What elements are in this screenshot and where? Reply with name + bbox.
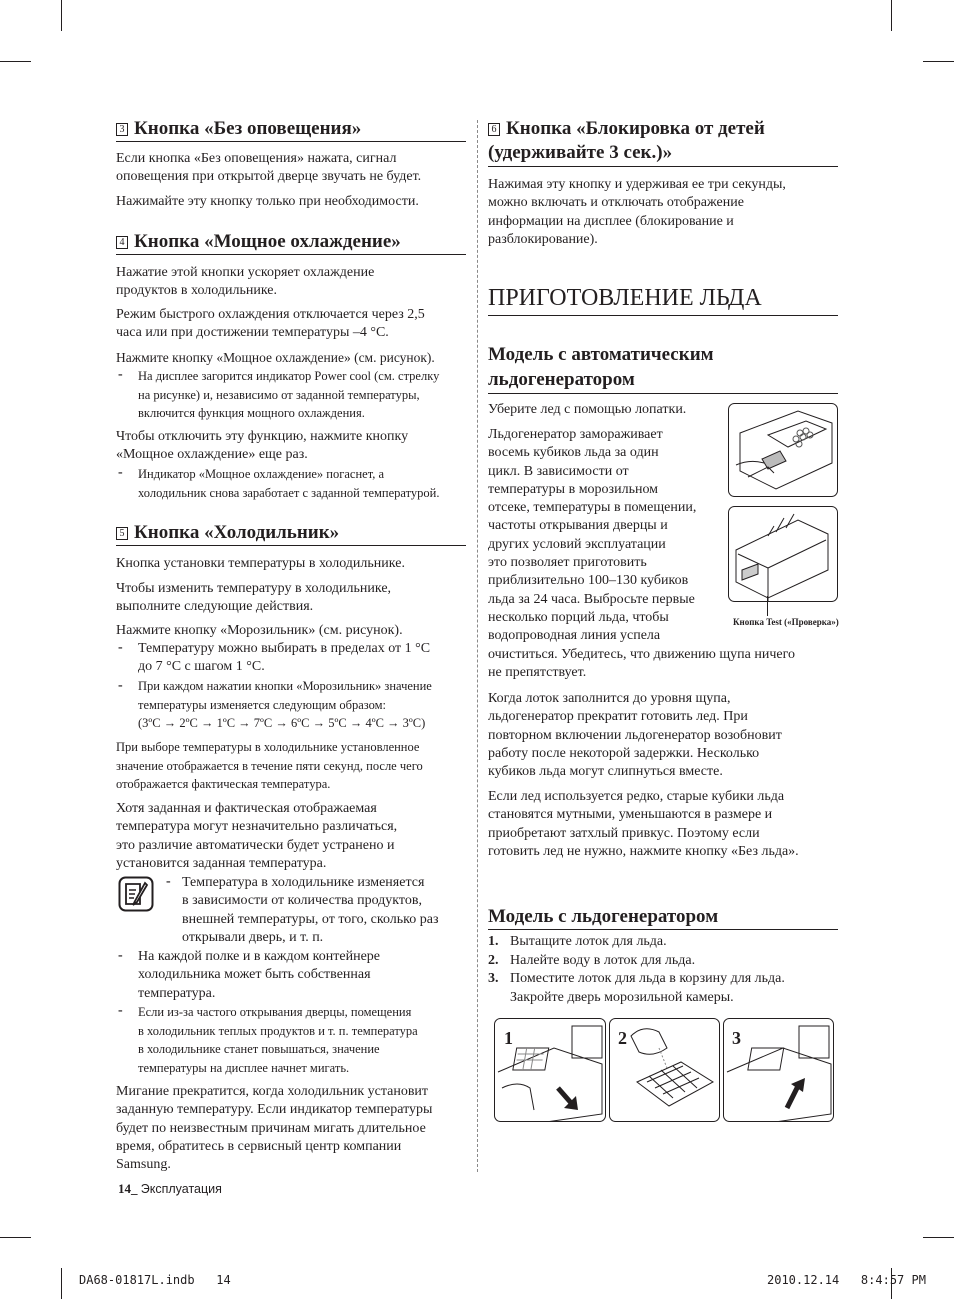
- auto-model-title: Модель с автоматическим льдогенератором: [488, 344, 714, 390]
- test-button-pointer: [767, 596, 768, 616]
- list-item: 2. Налейте воду в лоток для льда.: [488, 952, 696, 968]
- steps-list: [488, 933, 785, 1007]
- step-3-illustration: [723, 1018, 834, 1122]
- section-6-title: 6 Кнопка «Блокировка от детей (удерживайте 3 сек.)»: [488, 118, 765, 163]
- paragraph: Нажимая эту кнопку и удерживая ее три секунды, можно включать и отключать отображение информации на дисплее (блокирование и разблокирование).: [488, 177, 786, 247]
- crop-mark: [61, 1268, 62, 1299]
- paragraph: Когда лоток заполнится до уровня щупа, льдогенератор прекратит готовить лед. При повторном включении льдогенератор возобновит работу после некоторой задержки. Несколько кубиков льда могут слипнуться вместе.: [488, 691, 782, 780]
- paragraph: Чтобы изменить температуру в холодильнике, выполните следующие действия.: [116, 581, 392, 615]
- bullet-dash: -: [118, 465, 123, 480]
- main-title: ПРИГОТОВЛЕНИЕ ЛЬДА: [488, 285, 762, 311]
- manual-model-title: Модель с льдогенератором: [488, 906, 719, 927]
- section-rule: [116, 254, 466, 255]
- crop-mark: [0, 1237, 31, 1238]
- paragraph: Льдогенератор замораживает восемь кубиков льда за один цикл. В зависимости от температуры в морозильном отсеке, температуры в помещении, частоты открывания дверцы и других условий эксплуатации это позволяет приготовить приблизительно 100–130 кубиков льда за 24 часа. Выбросьте первые несколько порций льда, чтобы водопроводная линия успела очиститься. Убедитесь, что движению щупа ничего не препятствует.: [488, 427, 796, 680]
- section-rule: [116, 141, 466, 142]
- section-4-title: 4 Кнопка «Мощное охлаждение»: [116, 230, 401, 254]
- section-number: 4: [116, 236, 128, 249]
- paragraph: Нажмите кнопку «Морозильник» (см. рисунок).: [116, 623, 403, 638]
- section-number: 6: [488, 123, 500, 136]
- paragraph: Нажимайте эту кнопку только при необходимости.: [116, 194, 419, 209]
- paragraph: Мигание прекратится, когда холодильник установит заданную температуру. Если индикатор температуры будет по неизвестным причинам мигать длительное время, обратитесь в сервисный центр компании Samsung.: [116, 1084, 433, 1173]
- section-5-title: 5 Кнопка «Холодильник»: [116, 521, 339, 545]
- crop-mark: [891, 0, 892, 31]
- paragraph: Режим быстрого охлаждения отключается через 2,5 часа или при достижении температуры –4 °C.: [116, 307, 425, 341]
- list-item: Закройте дверь морозильной камеры.: [510, 989, 734, 1005]
- ice-scoop-illustration: [728, 403, 838, 497]
- step-label: 2: [618, 1028, 627, 1048]
- bullet-dash: -: [118, 367, 123, 382]
- section-rule: [488, 929, 838, 930]
- footer-date: 2010.12.14 8:4:57 PM: [767, 1273, 926, 1287]
- column-divider: [477, 120, 478, 1172]
- list-item: 1. Вытащите лоток для льда.: [488, 934, 667, 949]
- bullet-text: Температуру можно выбирать в пределах от 1 °C до 7 °C с шагом 1 °C.: [138, 641, 431, 675]
- footer-file: DA68-01817L.indb 14: [79, 1273, 231, 1287]
- crop-mark: [923, 1237, 954, 1238]
- crop-mark: [61, 0, 62, 31]
- step-1-illustration: [494, 1018, 606, 1122]
- page-number: 14_ Эксплуатация: [118, 1181, 222, 1196]
- section-rule: [488, 166, 838, 167]
- paragraph: При выборе температуры в холодильнике установленное значение отображается в течение пяти секунд, после чего отображается фактическая температура.: [116, 740, 423, 791]
- step-2-illustration: [609, 1018, 720, 1122]
- crop-mark: [0, 61, 31, 62]
- icemaker-illustration: [728, 506, 838, 602]
- paragraph: Если лед используется редко, старые кубики льда становятся мутными, уменьшаются в размере и приобретают затхлый привкус. Поэтому если готовить лед не нужно, нажмите кнопку «Без льда».: [488, 789, 799, 859]
- section-number: 5: [116, 527, 128, 540]
- step-label: 3: [732, 1028, 741, 1048]
- bullet-text: На каждой полке и в каждом контейнере холодильника может быть собственная температура.: [138, 949, 380, 1001]
- bullet-dash: -: [118, 640, 123, 655]
- section-3-title: 3 Кнопка «Без оповещения»: [116, 117, 361, 141]
- bullet-text: При каждом нажатии кнопки «Морозильник» значение температуры изменяется следующим образом: (3ºC → 2ºC → 1ºC → 7ºC → 6ºC → 5ºC → 4ºC → 3ºC): [138, 679, 432, 730]
- paragraph: Хотя заданная и фактическая отображаемая температура могут незначительно различаться, это различие автоматически будет устранено и установится заданная температура.: [116, 801, 398, 871]
- test-button-caption: Кнопка Test («Проверка»): [733, 617, 839, 627]
- bullet-dash: -: [118, 948, 123, 963]
- paragraph: Нажмите кнопку «Мощное охлаждение» (см. рисунок).: [116, 350, 435, 365]
- paragraph: Нажатие этой кнопки ускоряет охлаждение продуктов в холодильнике.: [116, 265, 375, 299]
- bullet-text: Индикатор «Мощное охлаждение» погаснет, а холодильник снова заработает с заданной температурой.: [138, 467, 440, 500]
- step-label: 1: [504, 1028, 513, 1048]
- section-rule: [488, 393, 838, 394]
- bullet-dash: -: [118, 678, 123, 693]
- bullet-dash: -: [118, 1003, 123, 1018]
- bullet-text: На дисплее загорится индикатор Power cool (см. стрелку на рисунке) и, независимо от заданной температуры, включится функция мощного охлаждения.: [138, 369, 440, 420]
- paragraph: Чтобы отключить эту функцию, нажмите кнопку «Мощное охлаждение» еще раз.: [116, 429, 409, 463]
- section-number: 3: [116, 123, 128, 136]
- bullet-text: Если из-за частого открывания дверцы, помещения в холодильник теплых продуктов и т. п. температура в холодильнике станет повышаться, значение температуры на дисплее начнет мигать.: [138, 1005, 418, 1075]
- bullet-dash: -: [166, 874, 171, 889]
- list-item: 3. Поместите лоток для льда в корзину для льда.: [488, 971, 785, 986]
- crop-mark: [923, 61, 954, 62]
- note-icon: [118, 876, 154, 912]
- paragraph: Кнопка установки температуры в холодильнике.: [116, 556, 405, 571]
- section-rule: [116, 545, 466, 546]
- title-rule: [488, 315, 838, 316]
- paragraph: Если кнопка «Без оповещения» нажата, сигнал оповещения при открытой дверце звучать не будет.: [116, 151, 422, 185]
- note-text: Температура в холодильнике изменяется в зависимости от количества продуктов, внешней температуры, от того, сколько раз открывали дверь, и т. п.: [182, 875, 439, 945]
- paragraph: Уберите лед с помощью лопатки.: [488, 402, 687, 417]
